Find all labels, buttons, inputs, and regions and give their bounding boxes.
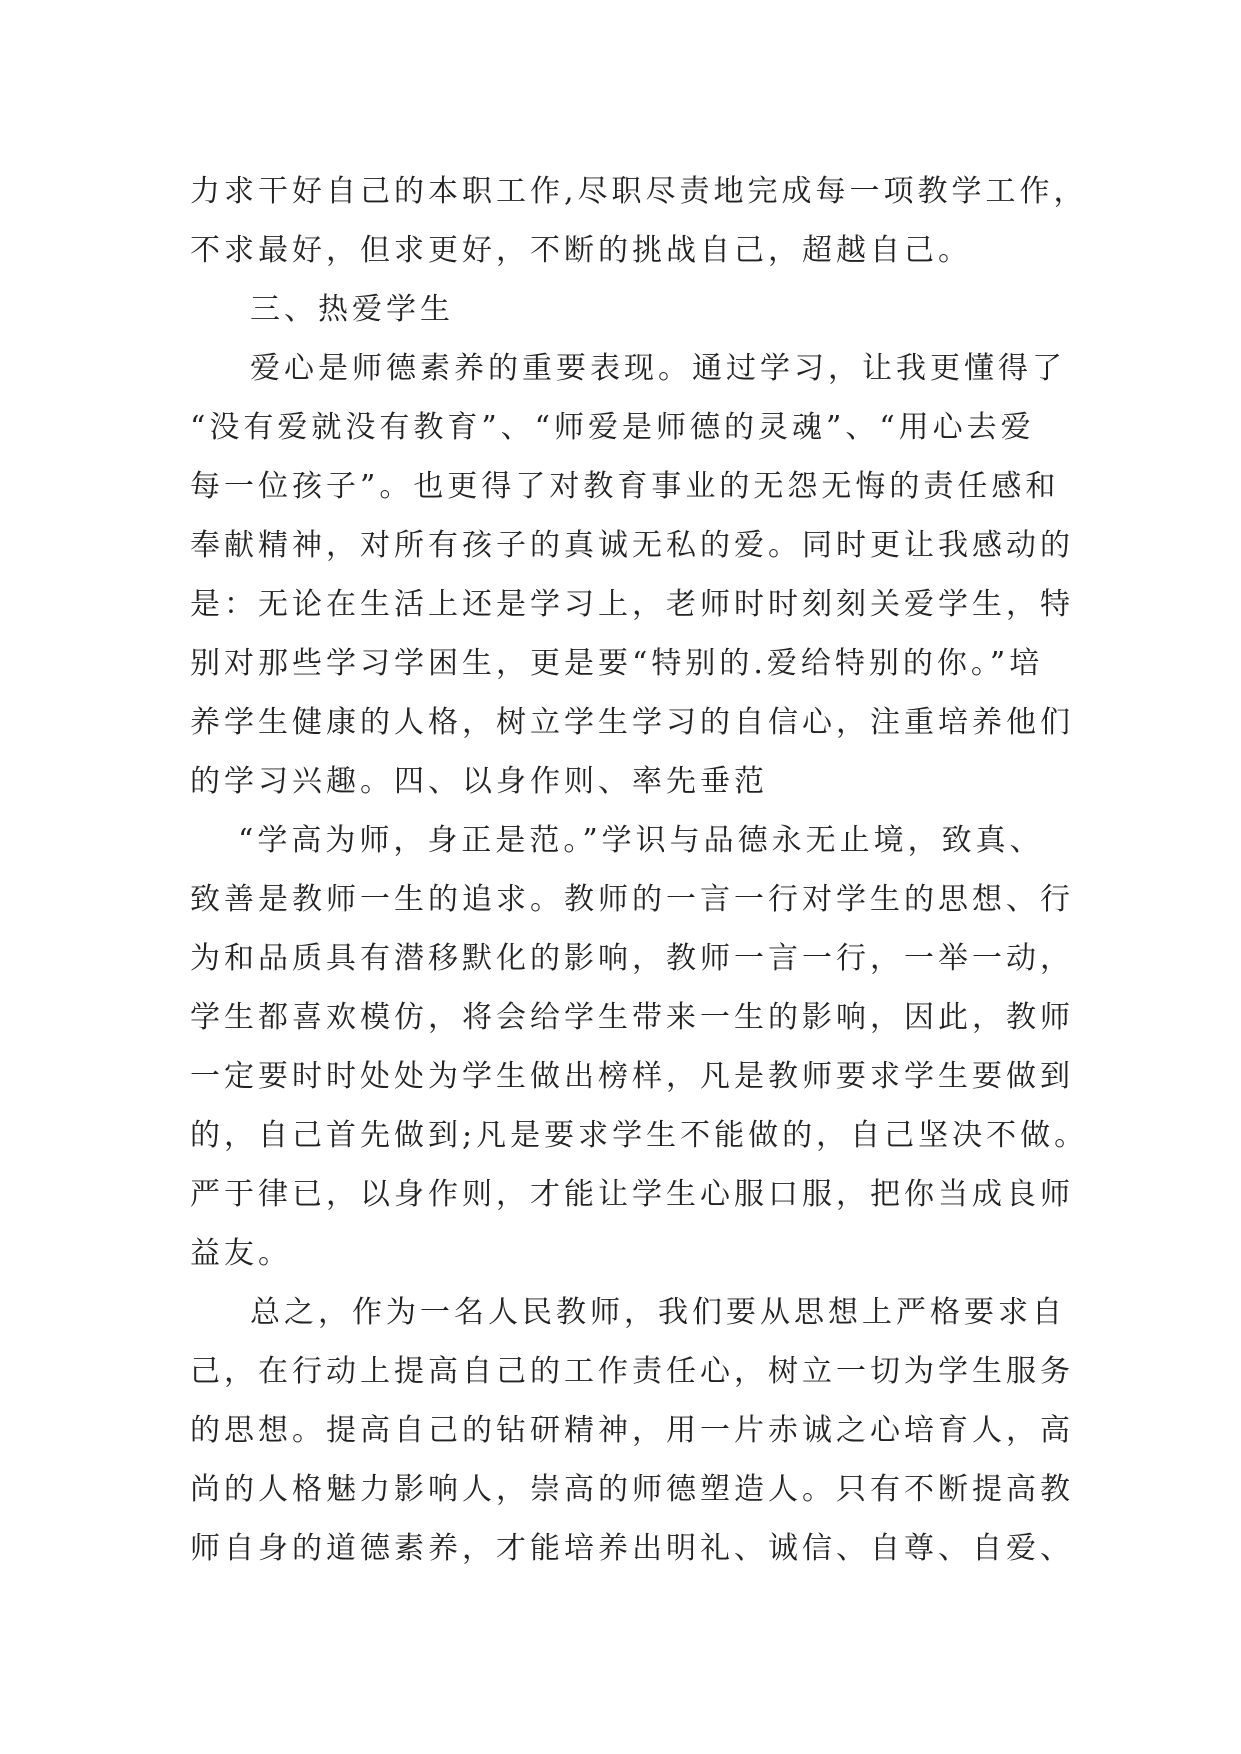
text-line: 的，自己首先做到;凡是要求学生不能做的，自己坚决不做。 (190, 1118, 1089, 1153)
text-line: 别对那些学习学困生，更是要“特别的.爱给特别的你。”培 (190, 646, 1044, 681)
text-line: 养学生健康的人格，树立学生学习的自信心，注重培养他们 (190, 705, 1074, 740)
text-line: 己，在行动上提高自己的工作责任心，树立一切为学生服务 (190, 1354, 1074, 1389)
text-line: “没有爱就没有教育”、“师爱是师德的灵魂”、“用心去爱 (190, 410, 1035, 445)
text-line: 一定要时时处处为学生做出榜样，凡是教师要求学生要做到 (190, 1059, 1074, 1094)
text-line: 为和品质具有潜移默化的影响，教师一言一行，一举一动， (190, 941, 1074, 976)
text-line: 是：无论在生活上还是学习上，老师时时刻刻关爱学生，特 (190, 587, 1074, 622)
text-line: 的学习兴趣。四、以身作则、率先垂范 (190, 764, 768, 799)
text-line: 力求干好自己的本职工作,尽职尽责地完成每一项教学工作， (190, 174, 1088, 209)
text-line: 奉献精神，对所有孩子的真诚无私的爱。同时更让我感动的 (190, 528, 1074, 563)
text-line: 不求最好，但求更好，不断的挑战自己，超越自己。 (190, 233, 972, 268)
text-line: 尚的人格魅力影响人，崇高的师德塑造人。只有不断提高教 (190, 1472, 1074, 1507)
text-line: 致善是教师一生的追求。教师的一言一行对学生的思想、行 (190, 882, 1074, 917)
body-text (190, 162, 1089, 1578)
text-line: 益友。 (190, 1236, 292, 1271)
text-line: 总之，作为一名人民教师，我们要从思想上严格要求自 (250, 1295, 1066, 1330)
text-line: “学高为师，身正是范。”学识与品德永无止境，致真、 (238, 823, 1044, 858)
text-line: 严于律已，以身作则，才能让学生心服口服，把你当成良师 (190, 1177, 1074, 1212)
text-line: 的思想。提高自己的钻研精神，用一片赤诚之心培育人，高 (190, 1413, 1074, 1448)
text-line: 每一位孩子”。也更得了对教育事业的无怨无悔的责任感和 (190, 469, 1060, 504)
text-line: 爱心是师德素养的重要表现。通过学习，让我更懂得了 (250, 351, 1066, 386)
text-line: 学生都喜欢模仿，将会给学生带来一生的影响，因此，教师 (190, 1000, 1074, 1035)
section-heading: 三、热爱学生 (250, 292, 454, 327)
text-line: 师自身的道德素养，才能培养出明礼、诚信、自尊、自爱、 (190, 1531, 1074, 1566)
